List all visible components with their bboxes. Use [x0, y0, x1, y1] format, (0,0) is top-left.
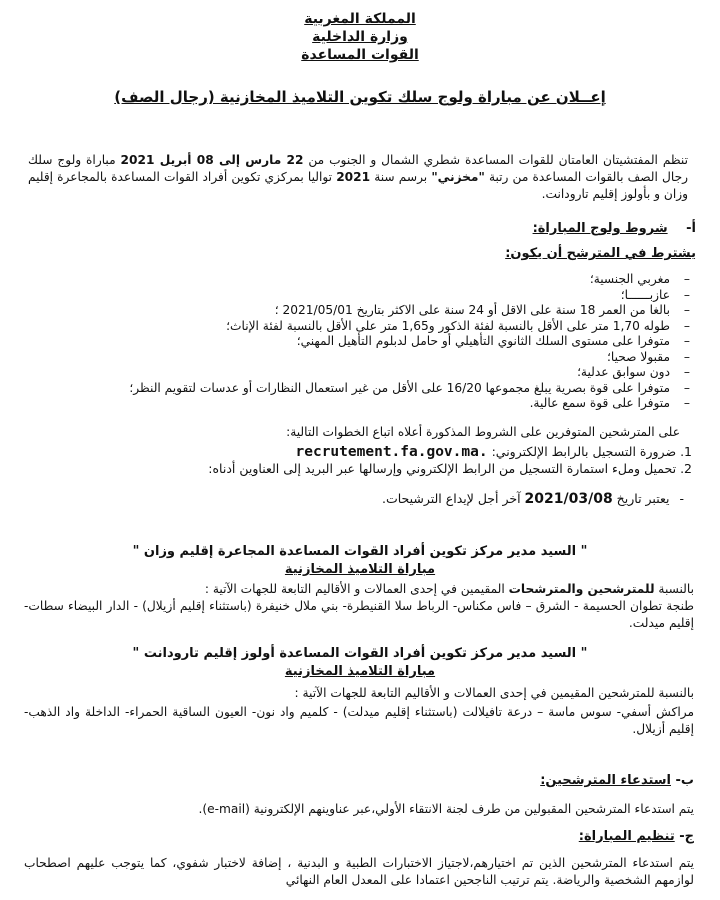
section-c-heading	[579, 829, 694, 844]
list-item: – طوله 1,70 متر على الأقل بالنسبة لفئة الذكور و1,65 متر على الأقل بالنسبة لفئة الإناث؛	[16, 319, 696, 335]
ministry-heading: وزارة الداخلية	[312, 29, 408, 45]
section-a-title: شروط ولوج المباراة:	[532, 221, 668, 236]
list-item: – دون سوابق عدلية؛	[16, 365, 696, 381]
deadline-prefix: يعتبر تاريخ	[612, 491, 670, 506]
director-1-title: " السيد مدير مركز تكوين أفراد القوات المساعدة المجاعرة إقليم وزان "	[132, 544, 588, 559]
step-2	[208, 461, 692, 476]
list-item: – بالغا من العمر 18 سنة على الاقل أو 24 سنة على الاكثر بتاريخ 2021/05/01 ؛	[16, 303, 696, 319]
intro-paragraph	[28, 152, 688, 203]
intro-text-3: برسم سنة	[370, 170, 432, 184]
director-1-prefix: بالنسبة	[654, 582, 694, 596]
document-header	[0, 10, 720, 64]
section-c-text: يتم استدعاء المترشحين الذين تم اختيارهم،لاجتياز الاختبارات الطبية و البدنية ، إضافة لاختبار شفوي، كما يتوجب عليهم اصطحاب لوازمهم الشخصية والرياضة. يتم ترتيب الناجحين اعتمادا على المعدل العام النهائي	[24, 856, 694, 887]
director-2-regions: مراكش أسفي- سوس ماسة – درعة تافيلالت (باستثناء إقليم ميدلت) - كلميم واد نون- العيون الساقية الحمراء- الداخلة واد الذهب- إقليم أزيلال.	[24, 705, 694, 736]
section-c-title: تنظيم المباراة:	[578, 829, 675, 844]
step-2-number: 2.	[680, 461, 692, 476]
kingdom-heading: المملكة المغربية	[304, 11, 416, 27]
registration-link[interactable]: recrutement.fa.gov.ma.	[295, 444, 488, 460]
conditions-list	[16, 272, 696, 412]
director-1-suffix: المقيمين في إحدى العمالات و الأقاليم التابعة للجهات الآتية :	[204, 582, 509, 596]
intro-rank: "مخزني"	[431, 170, 485, 184]
list-item: – مقبولا صحيا؛	[16, 350, 696, 366]
director-1-bold: للمترشحين والمترشحات	[508, 582, 655, 596]
announcement-title: إعــلان عن مباراة ولوج سلك تكوين التلاميذ المخازنية (رجال الصف)	[114, 88, 606, 106]
intro-text-4: تواليا بمركزي تكوين أفراد القوات المساعدة بالمجاعرة إقليم وزان و بأولوز إقليم تارودانت.	[28, 170, 688, 201]
forces-heading: القوات المساعدة	[301, 47, 419, 63]
director-1-eligibility	[24, 581, 694, 598]
list-item: – عازبــــــا؛	[16, 288, 696, 304]
intro-dates: 22 مارس إلى 08 أبريل 2021	[120, 153, 304, 167]
section-b-letter: ب-	[675, 773, 694, 788]
intro-text-1: تنظم المفتشيتان العامتان للقوات المساعدة شطري الشمال و الجنوب من	[303, 153, 688, 167]
director-2-eligibility: بالنسبة للمترشحين المقيمين في إحدى العمالات و الأقاليم التابعة للجهات الآتية :	[294, 686, 694, 700]
steps-intro: على المترشحين المتوفرين على الشروط المذكورة أعلاه اتباع الخطوات التالية:	[286, 425, 680, 439]
step-1-number: 1.	[680, 444, 692, 459]
section-a-heading	[533, 221, 696, 236]
section-b-text: يتم استدعاء المترشحين المقبولين من طرف لجنة الانتقاء الأولي،عبر عناوينهم الإلكترونية (e-mail).	[198, 802, 694, 816]
step-1	[296, 444, 692, 460]
director-1-subtitle: مباراة التلاميذ المخازنية	[284, 562, 436, 577]
section-b-heading	[540, 773, 694, 788]
director-1-regions: طنجة تطوان الحسيمة - الشرق – فاس مكناس- الرباط سلا القنيطرة- بني ملال خنيفرة (باستثناء إقليم أزيلال) - الدار البيضاء سطات- إقليم ميدلت.	[24, 599, 694, 630]
intro-text-2: مباراة ولوج سلك رجال الصف بالقوات المساعدة من رتبة	[28, 153, 688, 184]
deadline-suffix: آخر أجل لإيداع الترشيحات.	[381, 491, 525, 506]
list-item: – مغربي الجنسية؛	[16, 272, 696, 288]
director-2-subtitle: مباراة التلاميذ المخازنية	[284, 664, 436, 679]
section-a-subtitle: يشترط في المترشح أن يكون:	[505, 246, 696, 261]
section-a-letter: أ-	[686, 221, 696, 236]
deadline-line: -يعتبر تاريخ 2021/03/08 آخر أجل لإيداع الترشيحات.	[381, 491, 684, 507]
intro-year: 2021	[336, 170, 371, 184]
list-item: – متوفرا على قوة بصرية يبلغ مجموعها 16/20 على الأقل من غير استعمال النظارات أو عدسات لتقويم النظر؛	[16, 381, 696, 397]
list-item: – متوفرا على قوة سمع عالية.	[16, 396, 696, 412]
section-c-letter: ج-	[679, 829, 694, 844]
section-b-title: استدعاء المترشحين:	[540, 773, 671, 788]
deadline-date: 2021/03/08	[524, 491, 613, 507]
list-item: – متوفرا على مستوى السلك الثانوي التأهيلي أو حامل لدبلوم التأهيل المهني؛	[16, 334, 696, 350]
step-1-text: ضرورة التسجيل بالرابط الإلكتروني:	[491, 444, 677, 459]
step-2-text: تحميل وملء استمارة التسجيل من الرابط الإلكتروني وإرسالها عبر البريد إلى العناوين أدناه:	[208, 461, 677, 476]
director-2-title: " السيد مدير مركز تكوين أفراد القوات المساعدة أولوز إقليم تارودانت "	[132, 646, 588, 661]
